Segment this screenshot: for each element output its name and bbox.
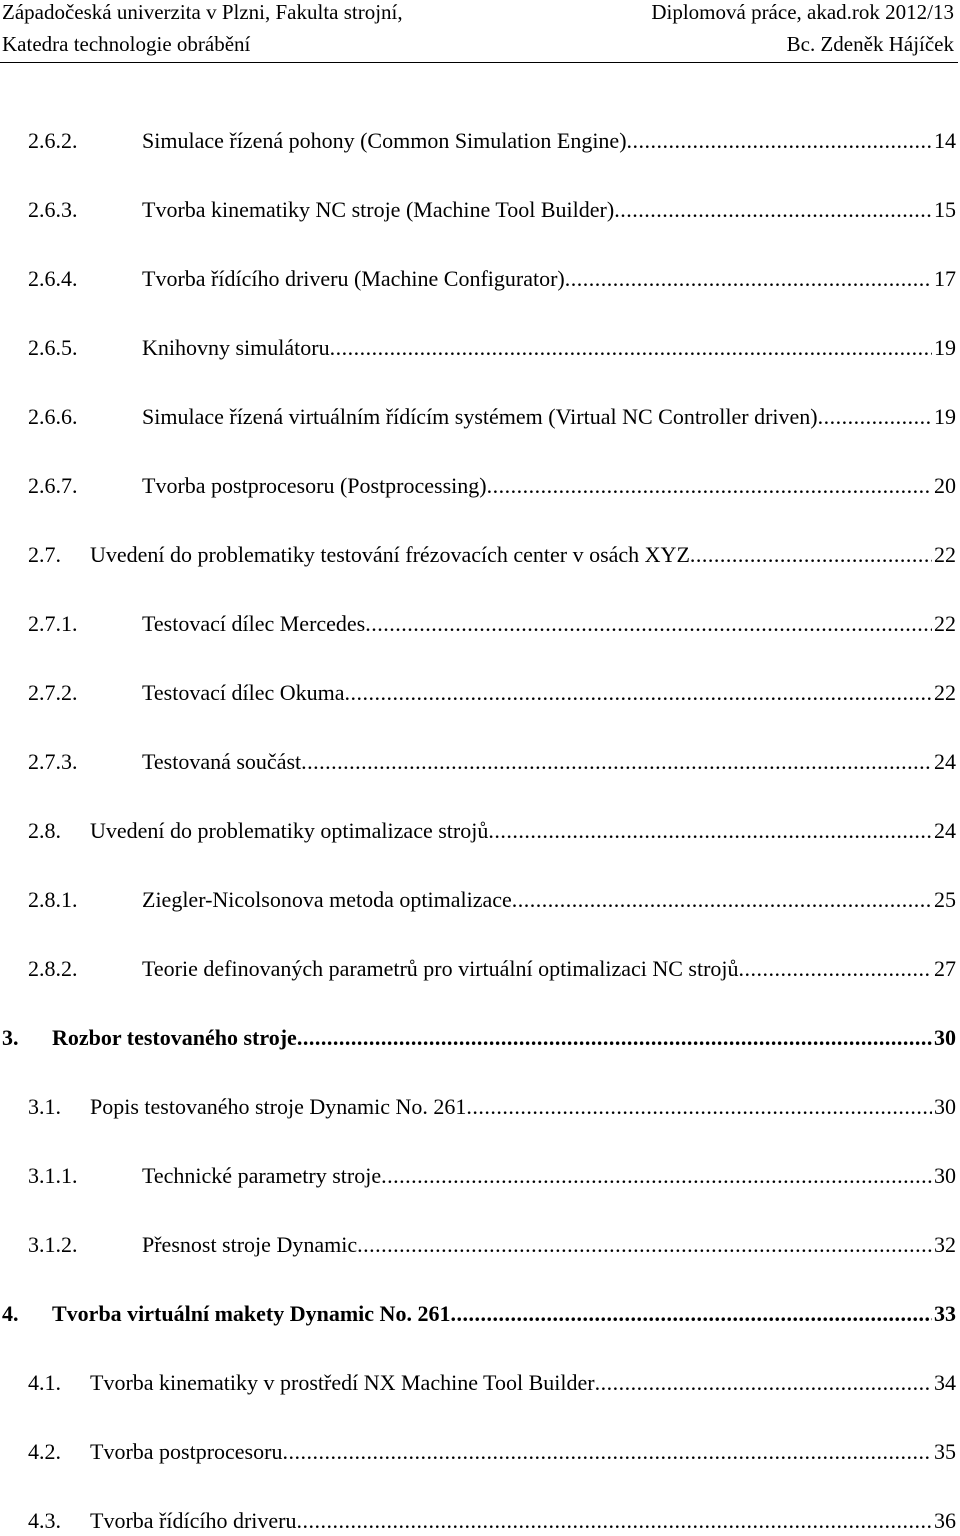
toc-dot-leader	[330, 333, 932, 363]
toc-entry[interactable]	[0, 1299, 960, 1329]
toc-dot-leader	[595, 1368, 932, 1398]
toc-entry-title: Testovaná součást	[142, 749, 302, 774]
toc-entry-body	[90, 540, 956, 570]
toc-entry-body	[90, 1092, 956, 1122]
toc-entry[interactable]	[0, 540, 960, 570]
toc-entry-number: 2.6.6.	[28, 404, 78, 429]
toc-entry-title: Uvedení do problematiky optimalizace strojů	[90, 818, 489, 843]
toc-entry[interactable]	[0, 1092, 960, 1122]
toc-entry-number: 2.6.5.	[28, 335, 78, 360]
toc-entry-page: 22	[934, 542, 956, 567]
toc-dot-leader	[345, 678, 932, 708]
toc-dot-leader	[565, 264, 932, 294]
toc-entry-title: Rozbor testovaného stroje	[52, 1025, 297, 1050]
toc-entry[interactable]	[0, 471, 960, 501]
toc-entry-body	[142, 954, 956, 984]
toc-entry-body	[142, 333, 956, 363]
toc-entry[interactable]	[0, 333, 960, 363]
toc-entry-title: Tvorba kinematiky NC stroje (Machine Tool Builder)	[142, 197, 615, 222]
toc-dot-leader	[381, 1161, 932, 1191]
toc-entry-title: Testovací dílec Okuma	[142, 680, 345, 705]
header-row-top	[2, 0, 954, 24]
toc-entry-number: 2.8.2.	[28, 956, 78, 981]
toc-entry-page: 20	[934, 473, 956, 498]
toc-entry-page: 14	[934, 128, 956, 153]
toc-entry[interactable]	[0, 1506, 960, 1536]
toc-entry[interactable]	[0, 1437, 960, 1467]
header-author: Bc. Zdeněk Hájíček	[786, 32, 954, 56]
header-row-bottom	[2, 32, 954, 56]
toc-dot-leader	[297, 1506, 933, 1536]
toc-entry-body	[142, 1230, 956, 1260]
toc-entry-page: 24	[934, 749, 956, 774]
toc-entry-title: Knihovny simulátoru	[142, 335, 330, 360]
toc-entry-number: 4.3.	[28, 1508, 61, 1533]
toc-entry-number: 2.7.3.	[28, 749, 78, 774]
toc-entry-title: Tvorba kinematiky v prostředí NX Machine Tool Builder	[90, 1370, 595, 1395]
toc-dot-leader	[488, 816, 932, 846]
toc-entry-body	[90, 1506, 956, 1536]
toc-entry[interactable]	[0, 195, 960, 225]
header-university: Západočeská univerzita v Plzni, Fakulta strojní,	[2, 0, 403, 24]
header-department: Katedra technologie obrábění	[2, 32, 251, 56]
toc-entry-number: 3.1.1.	[28, 1163, 78, 1188]
toc-entry-page: 19	[934, 335, 956, 360]
toc-entry-body	[142, 747, 956, 777]
toc-dot-leader	[739, 954, 932, 984]
toc-entry-body	[52, 1299, 956, 1329]
toc-dot-leader	[512, 885, 932, 915]
toc-dot-leader	[301, 747, 932, 777]
toc-entry[interactable]	[0, 402, 960, 432]
toc-entry[interactable]	[0, 1161, 960, 1191]
toc-entry-page: 36	[934, 1508, 956, 1533]
toc-entry-body	[52, 1023, 956, 1053]
toc-entry-page: 24	[934, 818, 956, 843]
toc-entry[interactable]	[0, 885, 960, 915]
toc-entry-title: Simulace řízená virtuálním řídícím systémem (Virtual NC Controller driven)	[142, 404, 818, 429]
toc-entry-number: 2.6.7.	[28, 473, 78, 498]
toc-dot-leader	[690, 540, 932, 570]
toc-entry-page: 22	[934, 611, 956, 636]
toc-entry[interactable]	[0, 816, 960, 846]
toc-entry-number: 3.	[2, 1025, 19, 1050]
toc-entry-title: Přesnost stroje Dynamic	[142, 1232, 358, 1257]
toc-dot-leader	[466, 1092, 932, 1122]
toc-dot-leader	[282, 1437, 932, 1467]
toc-entry-number: 4.1.	[28, 1370, 61, 1395]
toc-entry[interactable]	[0, 1230, 960, 1260]
toc-entry-page: 35	[934, 1439, 956, 1464]
toc-entry-number: 2.6.2.	[28, 128, 78, 153]
toc-entry[interactable]	[0, 1023, 960, 1053]
toc-entry[interactable]	[0, 264, 960, 294]
toc-entry-number: 2.7.1.	[28, 611, 78, 636]
toc-entry-body	[142, 471, 956, 501]
toc-entry-body	[142, 126, 956, 156]
toc-dot-leader	[487, 471, 932, 501]
toc-entry[interactable]	[0, 678, 960, 708]
toc-entry-page: 30	[934, 1025, 956, 1050]
toc-entry-number: 3.1.2.	[28, 1232, 78, 1257]
toc-entry-page: 33	[934, 1301, 956, 1326]
toc-entry-number: 3.1.	[28, 1094, 61, 1119]
header-rule	[0, 62, 958, 63]
toc-dot-leader	[357, 1230, 932, 1260]
toc-dot-leader	[614, 195, 932, 225]
header-thesis: Diplomová práce, akad.rok 2012/13	[651, 0, 954, 24]
toc-entry-body	[142, 678, 956, 708]
toc-entry[interactable]	[0, 1368, 960, 1398]
toc-entry-title: Technické parametry stroje	[142, 1163, 382, 1188]
toc-entry-title: Teorie definovaných parametrů pro virtuální optimalizaci NC strojů	[142, 956, 739, 981]
toc-entry-title: Uvedení do problematiky testování frézovacích center v osách XYZ	[90, 542, 690, 567]
toc-entry-number: 4.2.	[28, 1439, 61, 1464]
toc-dot-leader	[297, 1023, 932, 1053]
toc-dot-leader	[450, 1299, 932, 1329]
toc-entry[interactable]	[0, 126, 960, 156]
toc-entry-page: 34	[934, 1370, 956, 1395]
toc-entry-number: 2.8.	[28, 818, 61, 843]
toc-entry-page: 17	[934, 266, 956, 291]
toc-entry-page: 27	[934, 956, 956, 981]
toc-entry-page: 19	[934, 404, 956, 429]
toc-entry-number: 4.	[2, 1301, 19, 1326]
toc-entry-body	[90, 1368, 956, 1398]
toc-entry-page: 30	[934, 1163, 956, 1188]
toc-entry-body	[142, 885, 956, 915]
toc-entry-title: Tvorba řídícího driveru (Machine Configurator)	[142, 266, 565, 291]
toc-entry[interactable]	[0, 954, 960, 984]
toc-entry-page: 32	[934, 1232, 956, 1257]
toc-entry-title: Tvorba řídícího driveru	[90, 1508, 297, 1533]
toc-entry-number: 2.7.	[28, 542, 61, 567]
toc-entry-title: Popis testovaného stroje Dynamic No. 261	[90, 1094, 467, 1119]
toc-entry-title: Simulace řízená pohony (Common Simulation Engine)	[142, 128, 627, 153]
toc-entry-number: 2.6.3.	[28, 197, 78, 222]
toc-entry-title: Tvorba postprocesoru	[90, 1439, 283, 1464]
toc-entry-body	[142, 609, 956, 639]
toc-entry-title: Testovací dílec Mercedes	[142, 611, 366, 636]
toc-dot-leader	[365, 609, 932, 639]
toc-entry-number: 2.6.4.	[28, 266, 78, 291]
toc-entry-body	[142, 1161, 956, 1191]
toc-entry-number: 2.7.2.	[28, 680, 78, 705]
toc-entry-number: 2.8.1.	[28, 887, 78, 912]
toc-entry-title: Tvorba postprocesoru (Postprocessing)	[142, 473, 487, 498]
toc-entry-page: 25	[934, 887, 956, 912]
toc-entry-title: Tvorba virtuální makety Dynamic No. 261	[52, 1301, 451, 1326]
toc-entry-body	[90, 1437, 956, 1467]
toc-entry-body	[142, 195, 956, 225]
toc-entry-page: 22	[934, 680, 956, 705]
toc-dot-leader	[627, 126, 932, 156]
toc-entry-title: Ziegler-Nicolsonova metoda optimalizace	[142, 887, 512, 912]
toc-dot-leader	[818, 402, 932, 432]
toc-entry-body	[90, 816, 956, 846]
toc-entry-page: 30	[934, 1094, 956, 1119]
toc-entry-body	[142, 402, 956, 432]
toc-entry[interactable]	[0, 609, 960, 639]
toc-entry-body	[142, 264, 956, 294]
toc-entry[interactable]	[0, 747, 960, 777]
toc-entry-page: 15	[934, 197, 956, 222]
